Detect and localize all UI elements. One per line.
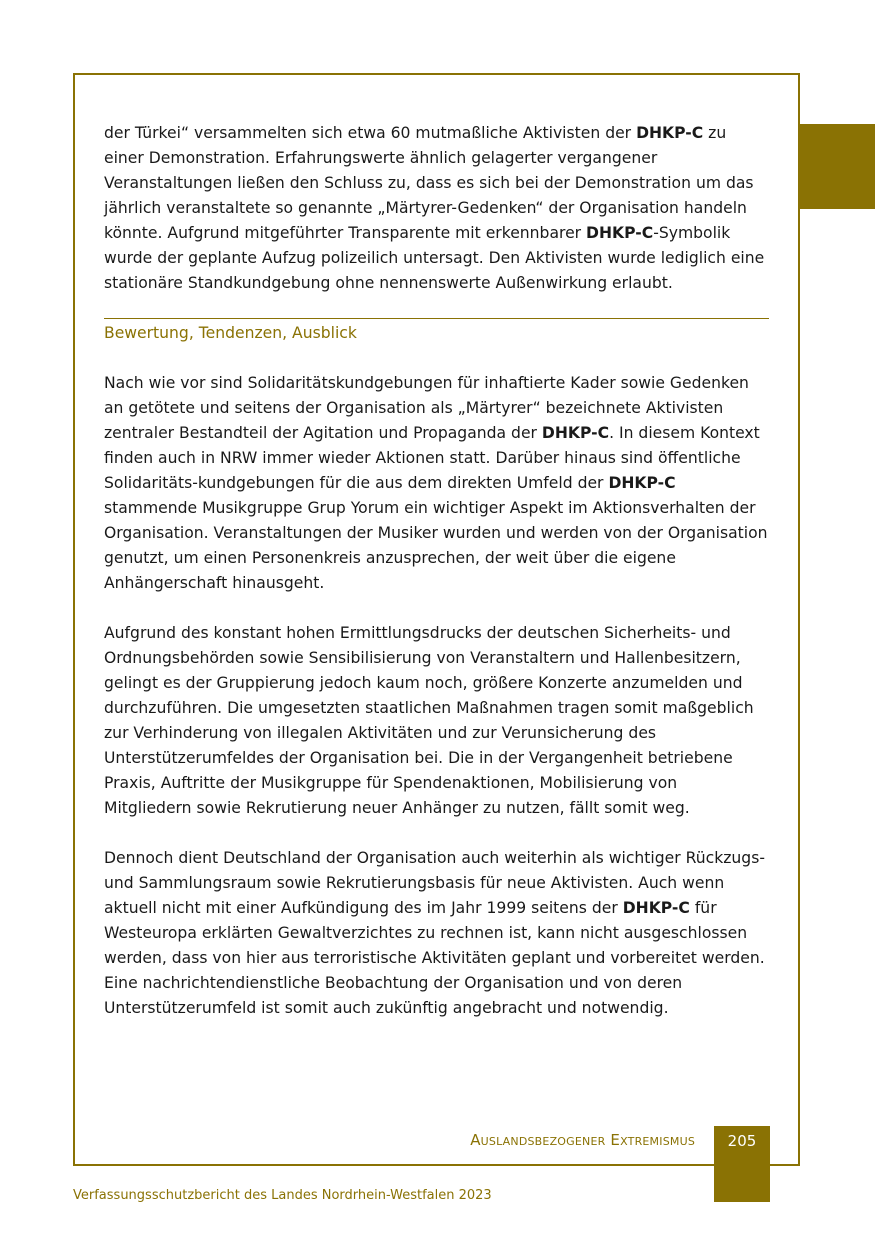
body-text [104, 121, 769, 1021]
org-name-bold: DHKP-C [541, 424, 610, 442]
page-number: 205 [727, 1132, 757, 1150]
org-name-bold: DHKP-C [608, 474, 676, 492]
org-name-bold: DHKP-C [622, 899, 690, 917]
text-run: zu einer Demonstration. Erfahrungswerte ähnlich gelagerter vergangener Veranstaltungen ließen den Schluss zu, dass es sich bei der Demonstration um das jährlich veranstaltete so genannte „Märtyrer-Gedenken“ der Organisation handeln könnte. Aufgrund mitgeführter Transparente mit erkennbarer [104, 124, 754, 242]
paragraph-1 [104, 121, 769, 296]
footer-publication: Verfassungsschutzbericht des Landes Nordrhein-Westfalen 2023 [73, 1188, 492, 1203]
section-heading: Bewertung, Tendenzen, Ausblick [104, 324, 357, 342]
section-divider [104, 318, 769, 319]
org-name-bold: DHKP-C [636, 124, 704, 142]
chapter-tab-marker [800, 124, 875, 209]
text-run: Nach wie vor sind Solidaritätskundgebungen für inhaftierte Kader sowie Gedenken an getötete und seitens der Organisation als „Märtyrer“ bezeichnete Aktivisten zentraler Bestandteil der Agitation und Propaganda der [104, 374, 749, 442]
org-name-bold: DHKP-C [586, 224, 654, 242]
text-run: der Türkei“ versammelten sich etwa 60 mutmaßliche Aktivisten der [104, 124, 637, 142]
paragraph-4 [104, 846, 769, 1021]
text-run: -Symbolik wurde der geplante Aufzug polizeilich untersagt. Den Aktivisten wurde lediglich eine stationäre Standkundgebung ohne nennenswerte Außenwirkung erlaubt. [104, 224, 765, 292]
text-run: Aufgrund des konstant hohen Ermittlungsdrucks der deutschen Sicherheits- und Ordnungsbehörden sowie Sensibilisierung von Veranstaltern und Hallenbesitzern, gelingt es der Gruppierung jedoch kaum noch, größere Konzerte anzumelden und durchzuführen. Die umgesetzten staatlichen Maßnahmen tragen somit maßgeblich zur Verhinderung von illegalen Aktivitäten und zur Verunsicherung des Unterstützerumfeldes der Organisation bei. Die in der Vergangenheit betriebene Praxis, Auftritte der Musikgruppe für Spendenaktionen, Mobilisierung von Mitgliedern sowie Rekrutierung neuer Anhänger zu nutzen, fällt somit weg. [104, 624, 754, 817]
text-run: Dennoch dient Deutschland der Organisation auch weiterhin als wichtiger Rückzugs- und Sammlungsraum sowie Rekrutierungsbasis für neue Aktivisten. Auch wenn aktuell nicht mit einer Aufkündigung des im Jahr 1999 seitens der [104, 849, 765, 917]
text-run: stammende Musikgruppe Grup Yorum ein wichtiger Aspekt im Aktionsverhalten der Organisation. Veranstaltungen der Musiker wurden und werden von der Organisation genutzt, um einen Personenkreis anzusprechen, der weit über die eigene Anhängerschaft hinausgeht. [104, 499, 768, 592]
text-run: . In diesem Kontext finden auch in NRW immer wieder Aktionen statt. Darüber hinaus sind öffentliche Solidaritäts-kundgebungen für die aus dem direkten Umfeld der [104, 424, 760, 492]
page-number-box [714, 1126, 770, 1202]
running-title: Auslandsbezogener Extremismus [470, 1131, 695, 1149]
paragraph-2 [104, 371, 769, 596]
text-run: für Westeuropa erklärten Gewaltverzichtes zu rechnen ist, kann nicht ausgeschlossen werden, dass von hier aus terroristische Aktivitäten geplant und vorbereitet werden. Eine nachrichtendienstliche Beobachtung der Organisation und von deren Unterstützerumfeld ist somit auch zukünftig angebracht und notwendig. [104, 899, 765, 1017]
paragraph-3 [104, 621, 769, 821]
